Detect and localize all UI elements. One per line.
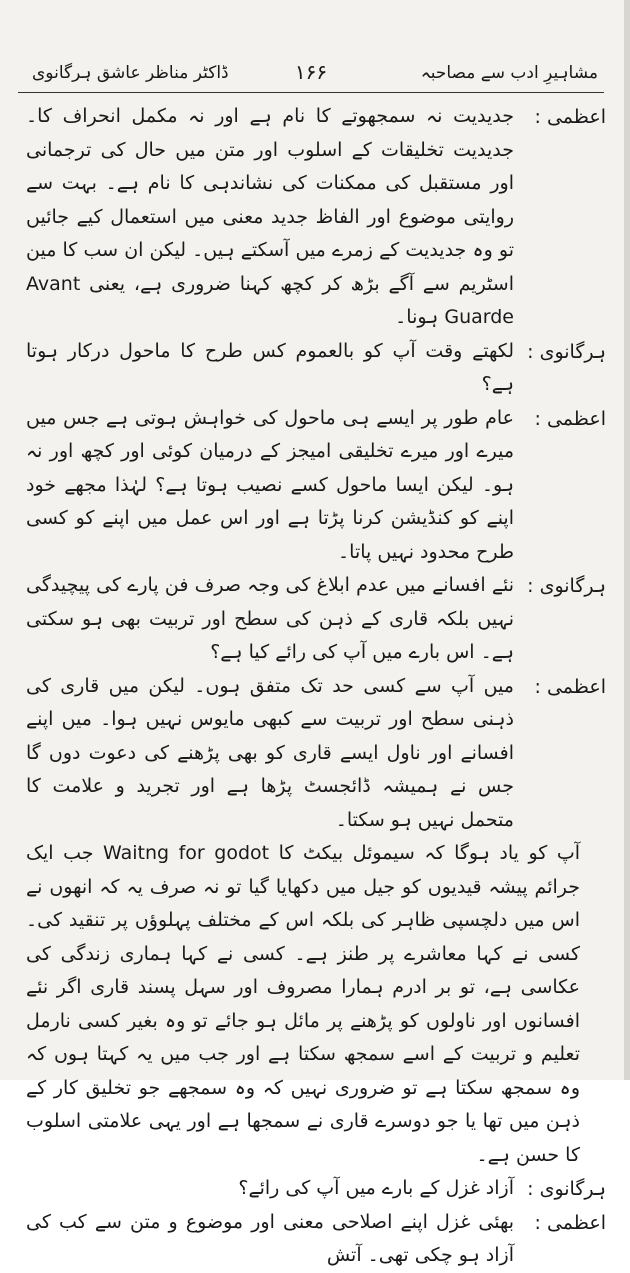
entry-text: عام طور پر ایسے ہی ماحول کی خواہش ہوتی ہے جس میں میرے اور میرے تخلیقی امیجز کے درمیان کوئی اور کچھ اور نہ ہو۔ لیکن ایسا ماحول کسے نصیب ہوتا ہے؟ لہٰذا مجھے خود اپنے کو کنڈیشن کرنا پڑتا ہے اور اس عمل میں اپنے کو کسی طرح محدود نہیں پاتا۔ xyxy=(26,406,514,563)
entry-question xyxy=(26,569,606,670)
entry-answer xyxy=(26,100,606,335)
entry-question xyxy=(26,1172,606,1206)
entry-answer xyxy=(26,670,606,1173)
speaker-label: اعظمی : xyxy=(534,106,606,128)
speaker-label: ہرگانوی : xyxy=(527,340,606,363)
entry-text: میں آپ سے کسی حد تک متفق ہوں۔ لیکن میں قاری کی ذہنی سطح اور تربیت سے کبھی مایوس نہیں ہوا۔ میں اپنے افسانے اور ناول ایسے قاری کو بھی پڑھنے کی دعوت دوں گا جس نے ہمیشہ ڈائجسٹ پڑھا ہے اور تجرید و علامت کا متحمل نہیں ہو سکتا۔ xyxy=(26,674,514,831)
entry-text: بھئی غزل اپنے اصلاحی معنی اور موضوع و متن سے کب کی آزاد ہو چکی تھی۔ آتش xyxy=(26,1210,514,1266)
author-name: ڈاکٹر مناظر عاشق ہرگانوی xyxy=(32,63,229,83)
entry-text: جدیدیت نہ سمجھوتے کا نام ہے اور نہ مکمل انحراف کا۔ جدیدیت تخلیقات کے اسلوب اور متن میں حال کی ترجمانی اور مستقبل کی ممکنات کی نشاندہی کا نام ہے۔ بہت سے روایتی موضوع اور الفاظ جدید معنی میں استعمال کیے جائیں تو وہ جدیدیت کے زمرے میں آسکتے ہیں۔ لیکن ان سب کا مین اسٹریم سے آگے بڑھ کر کچھ کہنا ضروری ہے، یعنی Avant Guarde ہونا۔ xyxy=(26,105,514,328)
speaker-label: اعظمی : xyxy=(534,1211,606,1234)
entry-question xyxy=(26,335,606,402)
speaker-label: ہرگانوی : xyxy=(527,575,606,597)
entry-text-continuation: آپ کو یاد ہوگا کہ سیموئل بیکٹ کا Waitng for godot جب ایک جرائم پیشہ قیدیوں کو جیل میں دکھایا گیا تو نہ صرف یہ کہ انھوں نے اس میں دلچسپی ظاہر کی بلکہ اس کے مختلف پہلوؤں پر تنقید کی۔ کسی نے کہا معاشرے پر طنز ہے۔ کسی نے کہا ہماری زندگی کی عکاسی ہے، تو بر ادرم ہمارا مصروف اور سہل پسند قاری اگر نئے افسانوں اور ناولوں کو پڑھنے پر مائل ہو جائے تو وہ بغیر کسی نارمل تعلیم و تربیت کے اسے سمجھ سکتا ہے اور جب میں یہ کہتا ہوں کہ وہ سمجھ سکتا ہے تو ضروری نہیں کہ وہ سمجھے جو تخلیق کار کے ذہن میں تھا یا جو دوسرے قاری نے سمجھا ہے اور یہی علامتی اسلوب کا حسن ہے۔ xyxy=(26,842,581,1166)
page-number: ۱۶۶ xyxy=(294,60,328,84)
speaker-label: اعظمی : xyxy=(534,407,606,430)
entry-text: لکھتے وقت آپ کو بالعموم کس طرح کا ماحول درکار ہوتا ہے؟ xyxy=(26,339,514,395)
entry-text: آزاد غزل کے بارے میں آپ کی رائے؟ xyxy=(238,1177,514,1199)
book-title: مشاہیرِ ادب سے مصاحبہ xyxy=(420,63,598,83)
page-header xyxy=(18,58,604,93)
speaker-label: ہرگانوی : xyxy=(527,1178,606,1200)
entry-answer xyxy=(26,1206,606,1273)
entry-answer xyxy=(26,402,606,570)
speaker-label: اعظمی : xyxy=(534,675,606,698)
interview-text xyxy=(26,100,606,1266)
entry-text: نئے افسانے میں عدم ابلاغ کی وجہ صرف فن پارے کی پیچیدگی نہیں بلکہ قاری کے ذہن کی سطح اور تربیت بھی ہو سکتی ہے۔ اس بارے میں آپ کی رائے کیا ہے؟ xyxy=(26,574,514,663)
